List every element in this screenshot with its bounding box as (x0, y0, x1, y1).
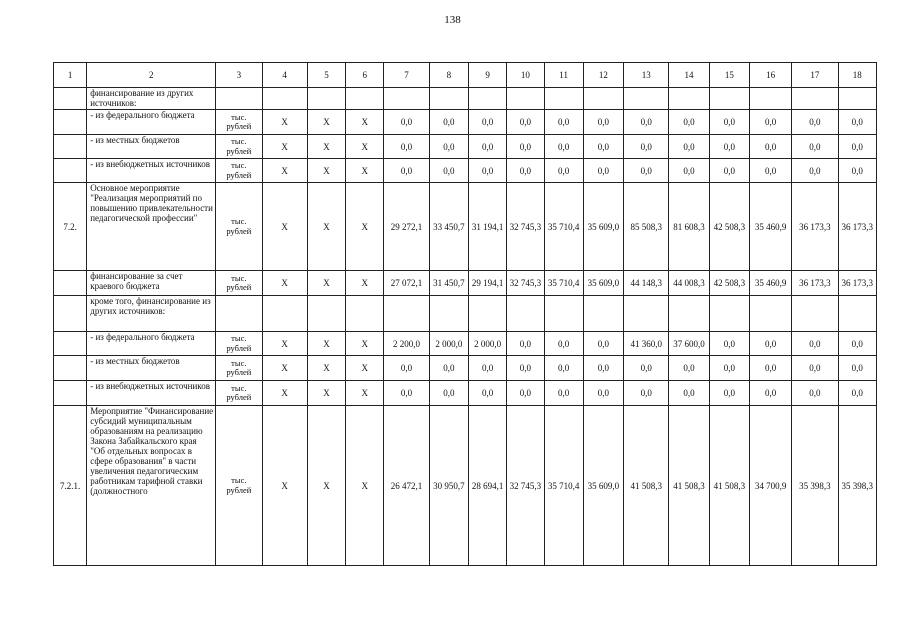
table-row (54, 381, 877, 406)
value-cell: 0,0 (384, 159, 429, 183)
mark-cell: Х (307, 159, 345, 183)
value-cell: 0,0 (669, 110, 709, 135)
value-cell: 42 508,3 (709, 183, 749, 271)
value-cell: 34 700,9 (749, 406, 791, 566)
value-cell (749, 296, 791, 332)
unit-cell: тыс. рублей (216, 183, 262, 271)
value-cell: 0,0 (429, 135, 468, 159)
column-header: 11 (544, 63, 583, 88)
value-cell: 44 148,3 (624, 271, 669, 296)
item-name-cell: - из местных бюджетов (87, 135, 216, 159)
column-header: 18 (838, 63, 876, 88)
value-cell: 35 710,4 (544, 406, 583, 566)
value-cell: 29 194,1 (468, 271, 506, 296)
column-header: 14 (669, 63, 709, 88)
table-row (54, 183, 877, 271)
value-cell (624, 88, 669, 110)
value-cell: 31 450,7 (429, 271, 468, 296)
value-cell (468, 296, 506, 332)
value-cell: 0,0 (384, 135, 429, 159)
value-cell: 33 450,7 (429, 183, 468, 271)
value-cell (749, 88, 791, 110)
value-cell (669, 296, 709, 332)
table-row (54, 332, 877, 356)
value-cell: 0,0 (468, 356, 506, 381)
value-cell: 0,0 (624, 135, 669, 159)
value-cell: 35 710,4 (544, 183, 583, 271)
mark-cell: Х (307, 110, 345, 135)
mark-cell: Х (262, 381, 307, 406)
value-cell: 41 508,3 (669, 406, 709, 566)
mark-cell: Х (307, 135, 345, 159)
value-cell (709, 88, 749, 110)
value-cell: 0,0 (792, 159, 838, 183)
item-name-cell: - из федерального бюджета (87, 110, 216, 135)
value-cell: 36 173,3 (838, 271, 876, 296)
value-cell: 2 200,0 (384, 332, 429, 356)
mark-cell (346, 88, 384, 110)
value-cell: 0,0 (583, 135, 623, 159)
unit-cell (216, 88, 262, 110)
column-header: 2 (87, 63, 216, 88)
unit-cell: тыс. рублей (216, 271, 262, 296)
table-row (54, 88, 877, 110)
value-cell (709, 296, 749, 332)
row-number-cell (54, 271, 87, 296)
item-name-cell: Основное мероприятие "Реализация мероприятий по повышению привлекательности педагогической профессии" (87, 183, 216, 271)
value-cell: 0,0 (468, 135, 506, 159)
mark-cell (307, 88, 345, 110)
value-cell: 0,0 (583, 110, 623, 135)
mark-cell: Х (307, 332, 345, 356)
value-cell: 0,0 (384, 381, 429, 406)
value-cell (384, 88, 429, 110)
value-cell: 0,0 (507, 332, 544, 356)
row-number-cell (54, 332, 87, 356)
value-cell: 85 508,3 (624, 183, 669, 271)
mark-cell: Х (262, 356, 307, 381)
value-cell: 32 745,3 (507, 406, 544, 566)
unit-cell: тыс. рублей (216, 159, 262, 183)
unit-cell: тыс. рублей (216, 406, 262, 566)
item-name-cell: финансирование за счет краевого бюджета (87, 271, 216, 296)
mark-cell: Х (262, 135, 307, 159)
value-cell: 0,0 (624, 110, 669, 135)
mark-cell: Х (307, 183, 345, 271)
value-cell: 0,0 (838, 332, 876, 356)
mark-cell (307, 296, 345, 332)
value-cell: 0,0 (792, 135, 838, 159)
mark-cell: Х (262, 110, 307, 135)
column-header: 17 (792, 63, 838, 88)
value-cell (544, 296, 583, 332)
item-name-cell: финансирование из других источников: (87, 88, 216, 110)
mark-cell: Х (346, 271, 384, 296)
unit-cell: тыс. рублей (216, 332, 262, 356)
value-cell: 0,0 (838, 159, 876, 183)
table-row (54, 110, 877, 135)
value-cell: 27 072,1 (384, 271, 429, 296)
value-cell: 28 694,1 (468, 406, 506, 566)
budget-table (53, 62, 877, 566)
value-cell (507, 296, 544, 332)
mark-cell: Х (262, 406, 307, 566)
value-cell: 0,0 (544, 332, 583, 356)
value-cell (429, 88, 468, 110)
unit-cell (216, 296, 262, 332)
value-cell: 35 609,0 (583, 183, 623, 271)
value-cell: 36 173,3 (792, 183, 838, 271)
value-cell: 31 194,1 (468, 183, 506, 271)
value-cell: 0,0 (669, 135, 709, 159)
value-cell: 0,0 (429, 110, 468, 135)
value-cell: 29 272,1 (384, 183, 429, 271)
value-cell: 2 000,0 (429, 332, 468, 356)
value-cell: 0,0 (792, 356, 838, 381)
mark-cell: Х (346, 381, 384, 406)
value-cell: 0,0 (838, 381, 876, 406)
value-cell: 35 710,4 (544, 271, 583, 296)
value-cell: 0,0 (544, 135, 583, 159)
mark-cell: Х (346, 135, 384, 159)
value-cell: 0,0 (792, 381, 838, 406)
unit-cell: тыс. рублей (216, 381, 262, 406)
row-number-cell (54, 159, 87, 183)
column-header: 5 (307, 63, 345, 88)
column-header: 12 (583, 63, 623, 88)
item-name-cell: Мероприятие "Финансирование субсидий муниципальным образованиям на реализацию Закона Забайкальского края "Об отдельных вопросах в сфере образования" в части увеличения педагогическим работникам тарифной ставки (должностного (87, 406, 216, 566)
unit-cell: тыс. рублей (216, 135, 262, 159)
table-row (54, 135, 877, 159)
value-cell: 0,0 (838, 110, 876, 135)
value-cell: 0,0 (384, 110, 429, 135)
page-number: 138 (444, 14, 461, 26)
value-cell: 81 608,3 (669, 183, 709, 271)
row-number-cell (54, 88, 87, 110)
value-cell: 0,0 (507, 381, 544, 406)
value-cell: 0,0 (709, 381, 749, 406)
value-cell: 0,0 (429, 381, 468, 406)
column-header: 4 (262, 63, 307, 88)
value-cell: 0,0 (749, 381, 791, 406)
mark-cell: Х (262, 183, 307, 271)
value-cell: 0,0 (468, 381, 506, 406)
mark-cell: Х (346, 159, 384, 183)
value-cell (384, 296, 429, 332)
column-header: 15 (709, 63, 749, 88)
mark-cell: Х (262, 332, 307, 356)
value-cell: 0,0 (429, 159, 468, 183)
value-cell: 0,0 (583, 159, 623, 183)
value-cell: 0,0 (709, 332, 749, 356)
table-row (54, 159, 877, 183)
value-cell: 35 460,9 (749, 271, 791, 296)
unit-cell: тыс. рублей (216, 110, 262, 135)
value-cell: 0,0 (792, 332, 838, 356)
value-cell: 36 173,3 (792, 271, 838, 296)
column-header: 8 (429, 63, 468, 88)
value-cell: 0,0 (468, 159, 506, 183)
value-cell: 0,0 (749, 110, 791, 135)
value-cell: 0,0 (583, 356, 623, 381)
item-name-cell: кроме того, финансирование из других источников: (87, 296, 216, 332)
row-number-cell (54, 296, 87, 332)
value-cell: 42 508,3 (709, 271, 749, 296)
value-cell (669, 88, 709, 110)
value-cell: 44 008,3 (669, 271, 709, 296)
item-name-cell: - из внебюджетных источников (87, 159, 216, 183)
table-row (54, 406, 877, 566)
value-cell: 0,0 (709, 110, 749, 135)
value-cell: 30 950,7 (429, 406, 468, 566)
value-cell: 2 000,0 (468, 332, 506, 356)
mark-cell: Х (346, 406, 384, 566)
item-name-cell: - из федерального бюджета (87, 332, 216, 356)
mark-cell: Х (346, 332, 384, 356)
table-row (54, 356, 877, 381)
row-number-cell (54, 110, 87, 135)
mark-cell: Х (346, 356, 384, 381)
value-cell: 36 173,3 (838, 183, 876, 271)
value-cell: 35 609,0 (583, 271, 623, 296)
column-header: 7 (384, 63, 429, 88)
value-cell: 0,0 (669, 356, 709, 381)
row-number-cell (54, 135, 87, 159)
column-header: 6 (346, 63, 384, 88)
value-cell: 0,0 (709, 356, 749, 381)
value-cell: 32 745,3 (507, 271, 544, 296)
column-header: 9 (468, 63, 506, 88)
value-cell: 0,0 (838, 135, 876, 159)
value-cell (544, 88, 583, 110)
table-row (54, 296, 877, 332)
value-cell: 0,0 (507, 110, 544, 135)
mark-cell: Х (346, 110, 384, 135)
value-cell (468, 88, 506, 110)
mark-cell (346, 296, 384, 332)
value-cell: 0,0 (749, 356, 791, 381)
value-cell: 32 745,3 (507, 183, 544, 271)
row-number-cell (54, 381, 87, 406)
table-row (54, 271, 877, 296)
value-cell: 0,0 (749, 159, 791, 183)
value-cell: 0,0 (749, 135, 791, 159)
value-cell: 0,0 (544, 110, 583, 135)
value-cell (583, 296, 623, 332)
row-number-cell: 7.2.1. (54, 406, 87, 566)
value-cell: 26 472,1 (384, 406, 429, 566)
header-row (54, 63, 877, 88)
mark-cell: Х (307, 356, 345, 381)
mark-cell: Х (262, 271, 307, 296)
value-cell: 0,0 (507, 356, 544, 381)
mark-cell: Х (262, 159, 307, 183)
value-cell: 0,0 (669, 159, 709, 183)
value-cell: 0,0 (583, 381, 623, 406)
column-header: 16 (749, 63, 791, 88)
value-cell (838, 88, 876, 110)
value-cell: 0,0 (624, 381, 669, 406)
value-cell: 0,0 (544, 159, 583, 183)
item-name-cell: - из внебюджетных источников (87, 381, 216, 406)
value-cell: 0,0 (544, 381, 583, 406)
value-cell: 37 600,0 (669, 332, 709, 356)
value-cell: 0,0 (749, 332, 791, 356)
mark-cell: Х (346, 183, 384, 271)
value-cell: 35 460,9 (749, 183, 791, 271)
row-number-cell (54, 356, 87, 381)
value-cell: 0,0 (624, 356, 669, 381)
value-cell: 0,0 (838, 356, 876, 381)
mark-cell: Х (307, 271, 345, 296)
value-cell: 41 508,3 (624, 406, 669, 566)
value-cell: 0,0 (384, 356, 429, 381)
value-cell (583, 88, 623, 110)
unit-cell: тыс. рублей (216, 356, 262, 381)
value-cell: 0,0 (669, 381, 709, 406)
mark-cell: Х (307, 406, 345, 566)
value-cell: 0,0 (709, 159, 749, 183)
value-cell (838, 296, 876, 332)
value-cell: 41 360,0 (624, 332, 669, 356)
value-cell (792, 296, 838, 332)
value-cell: 0,0 (429, 356, 468, 381)
column-header: 3 (216, 63, 262, 88)
value-cell: 0,0 (468, 110, 506, 135)
value-cell (792, 88, 838, 110)
value-cell: 0,0 (624, 159, 669, 183)
column-header: 10 (507, 63, 544, 88)
value-cell: 0,0 (544, 356, 583, 381)
mark-cell (262, 296, 307, 332)
value-cell: 0,0 (507, 135, 544, 159)
item-name-cell: - из местных бюджетов (87, 356, 216, 381)
value-cell: 35 398,3 (838, 406, 876, 566)
column-header: 1 (54, 63, 87, 88)
value-cell (429, 296, 468, 332)
value-cell: 0,0 (709, 135, 749, 159)
row-number-cell: 7.2. (54, 183, 87, 271)
mark-cell: Х (307, 381, 345, 406)
mark-cell (262, 88, 307, 110)
value-cell: 35 609,0 (583, 406, 623, 566)
value-cell: 0,0 (792, 110, 838, 135)
value-cell (624, 296, 669, 332)
value-cell: 35 398,3 (792, 406, 838, 566)
value-cell: 41 508,3 (709, 406, 749, 566)
column-header: 13 (624, 63, 669, 88)
value-cell: 0,0 (583, 332, 623, 356)
value-cell: 0,0 (507, 159, 544, 183)
value-cell (507, 88, 544, 110)
